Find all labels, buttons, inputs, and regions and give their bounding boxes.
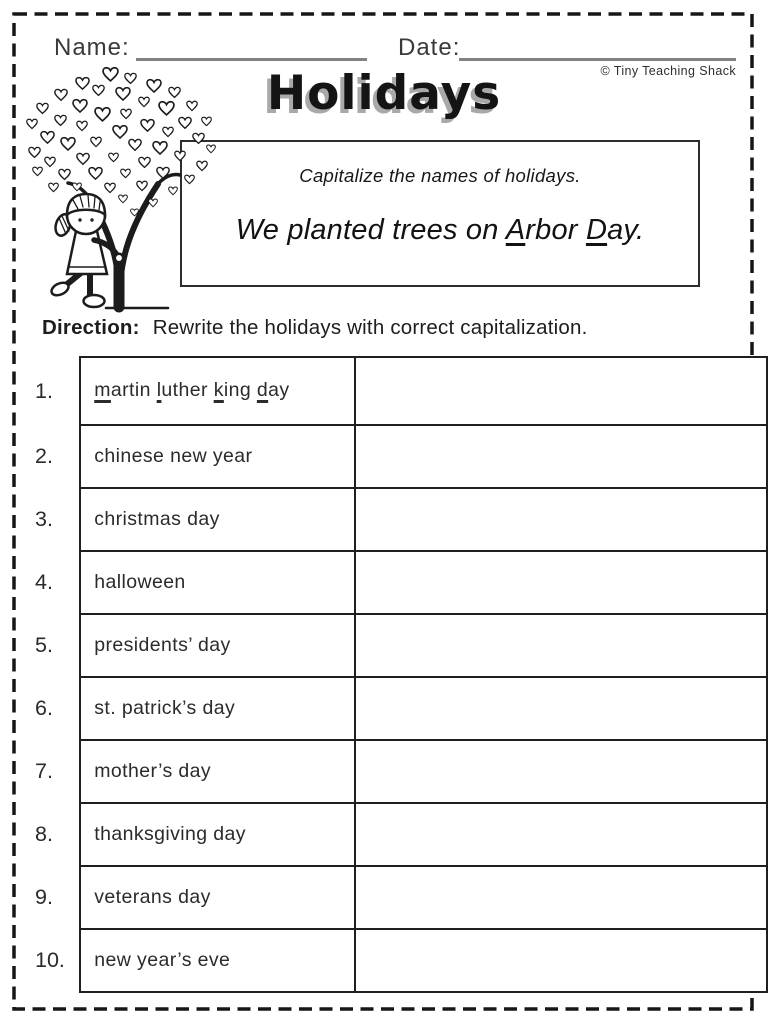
example-box [180, 140, 700, 287]
row-holiday-prompt: thanksgiving day [80, 803, 355, 866]
example-instruction: Capitalize the names of holidays. [299, 165, 581, 186]
row-holiday-prompt: veterans day [80, 866, 355, 929]
row-holiday-prompt: presidents’ day [80, 614, 355, 677]
girl-figure [50, 194, 124, 307]
row-number: 5. [35, 633, 53, 657]
holidays-table [28, 356, 768, 993]
row-holiday-prompt: st. patrick’s day [80, 677, 355, 740]
row-number: 10. [35, 948, 65, 972]
table-row [28, 740, 767, 803]
row-answer-blank [355, 803, 767, 866]
table-row [28, 803, 767, 866]
row-holiday-prompt: christmas day [80, 488, 355, 551]
direction-line [42, 316, 587, 340]
heart-canopy [27, 68, 216, 220]
table-row [28, 488, 767, 551]
row-answer-blank [355, 740, 767, 803]
row-number: 4. [35, 570, 53, 594]
row-number: 2. [35, 444, 53, 468]
row-holiday-prompt: chinese new year [80, 425, 355, 488]
date-label: Date: [398, 34, 461, 61]
direction-text: Rewrite the holidays with correct capitalization. [152, 316, 588, 339]
table-row [28, 929, 767, 992]
row-number: 9. [35, 885, 53, 909]
direction-label: Direction: [42, 316, 140, 339]
date-blank-line [459, 58, 736, 61]
copyright-text: © Tiny Teaching Shack [600, 64, 736, 78]
page-title: Holidays [266, 66, 502, 121]
row-answer-blank [355, 929, 767, 992]
table-row [28, 551, 767, 614]
row-answer-blank [355, 866, 767, 929]
row-holiday-prompt: halloween [80, 551, 355, 614]
table-row [28, 866, 767, 929]
girl-heart-tree-illustration [20, 64, 225, 314]
row-answer-blank [355, 677, 767, 740]
table-row [28, 614, 767, 677]
name-blank-line [136, 58, 367, 61]
row-answer-blank [355, 425, 767, 488]
row-number: 7. [35, 759, 53, 783]
table-row [28, 425, 767, 488]
row-number: 3. [35, 507, 53, 531]
row-number: 6. [35, 696, 53, 720]
row-answer-blank [355, 614, 767, 677]
table-row [28, 357, 767, 425]
row-answer-blank [355, 357, 767, 425]
row-answer-blank [355, 551, 767, 614]
row-holiday-prompt: martin luther king day [80, 357, 355, 425]
row-answer-blank [355, 488, 767, 551]
name-label: Name: [54, 34, 130, 61]
row-holiday-prompt: new year’s eve [80, 929, 355, 992]
table-row [28, 677, 767, 740]
example-sentence: We planted trees on Arbor Day. [235, 214, 645, 246]
row-number: 1. [35, 378, 53, 403]
row-number: 8. [35, 822, 53, 846]
row-holiday-prompt: mother’s day [80, 740, 355, 803]
